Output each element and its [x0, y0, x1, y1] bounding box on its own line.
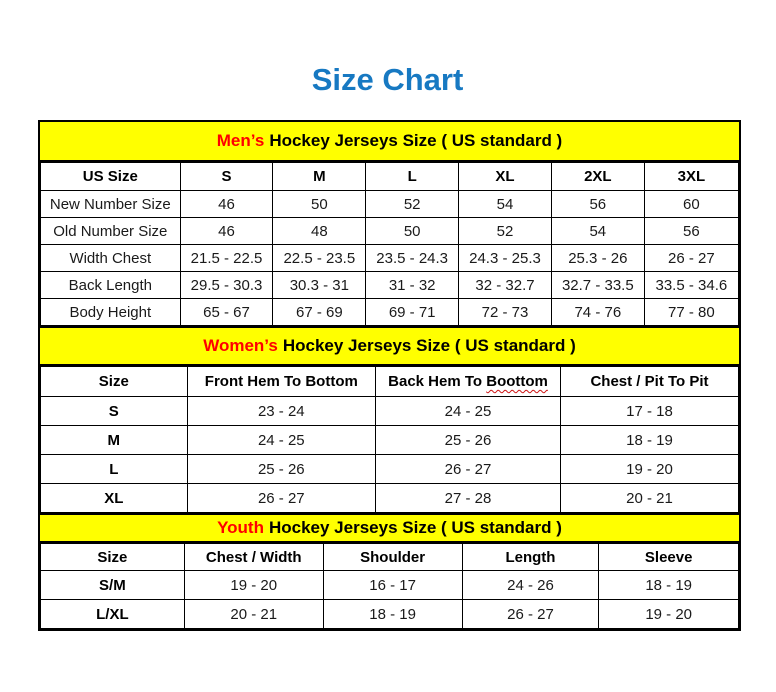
- data-cell: 65 - 67: [180, 299, 273, 326]
- column-header: Size: [41, 544, 185, 571]
- column-header: Front Hem To Bottom: [187, 367, 375, 397]
- data-cell: 24 - 26: [462, 571, 599, 600]
- section-mens: [40, 122, 739, 326]
- data-cell: 23.5 - 24.3: [366, 245, 459, 272]
- data-cell: 60: [644, 191, 738, 218]
- row-label: Body Height: [41, 299, 181, 326]
- data-cell: 18 - 19: [323, 600, 462, 629]
- data-cell: 19 - 20: [184, 571, 323, 600]
- data-cell: 27 - 28: [376, 484, 561, 513]
- data-cell: 46: [180, 218, 273, 245]
- data-cell: 19 - 20: [599, 600, 739, 629]
- mens-heading-highlight: Men’s: [216, 131, 265, 150]
- row-label: Old Number Size: [41, 218, 181, 245]
- table-row: [41, 571, 739, 600]
- data-cell: 54: [459, 191, 552, 218]
- data-cell: 54: [551, 218, 644, 245]
- table-row: [41, 191, 739, 218]
- data-cell: 50: [273, 191, 366, 218]
- row-label: S: [41, 397, 188, 426]
- section-womens: [40, 326, 739, 513]
- row-label: Back Length: [41, 272, 181, 299]
- column-header: Chest / Width: [184, 544, 323, 571]
- womens-section-heading: [40, 326, 739, 366]
- data-cell: 30.3 - 31: [273, 272, 366, 299]
- data-cell: 18 - 19: [599, 571, 739, 600]
- data-cell: 19 - 20: [561, 455, 739, 484]
- page-title: Size Chart: [311, 62, 464, 97]
- misspelled-word: Boottom: [486, 373, 548, 390]
- row-label: L/XL: [41, 600, 185, 629]
- column-header: Sleeve: [599, 544, 739, 571]
- mens-size-table: [40, 162, 739, 326]
- data-cell: 48: [273, 218, 366, 245]
- column-header: Length: [462, 544, 599, 571]
- data-cell: 24 - 25: [376, 397, 561, 426]
- data-cell: 33.5 - 34.6: [644, 272, 738, 299]
- data-cell: 77 - 80: [644, 299, 738, 326]
- data-cell: 20 - 21: [184, 600, 323, 629]
- table-row: [41, 218, 739, 245]
- data-cell: 26 - 27: [462, 600, 599, 629]
- data-cell: 25 - 26: [187, 455, 375, 484]
- row-label: S/M: [41, 571, 185, 600]
- table-row: [41, 484, 739, 513]
- data-cell: 24 - 25: [187, 426, 375, 455]
- youth-heading-highlight: Youth: [217, 518, 264, 537]
- row-label: XL: [41, 484, 188, 513]
- data-cell: 46: [180, 191, 273, 218]
- data-cell: 52: [459, 218, 552, 245]
- data-cell: 24.3 - 25.3: [459, 245, 552, 272]
- data-cell: 22.5 - 23.5: [273, 245, 366, 272]
- youth-heading-text: Hockey Jerseys Size ( US standard ): [268, 518, 562, 537]
- column-header: XL: [459, 163, 552, 191]
- column-header: S: [180, 163, 273, 191]
- column-header: Shoulder: [323, 544, 462, 571]
- column-header: Size: [41, 367, 188, 397]
- data-cell: 50: [366, 218, 459, 245]
- size-chart: [38, 120, 741, 631]
- table-row: [41, 397, 739, 426]
- youth-size-table: [40, 543, 739, 629]
- row-label: Width Chest: [41, 245, 181, 272]
- column-header: US Size: [41, 163, 181, 191]
- womens-size-table: [40, 366, 739, 513]
- table-row: [41, 272, 739, 299]
- mens-section-heading: [40, 122, 739, 162]
- data-cell: 23 - 24: [187, 397, 375, 426]
- table-row: [41, 299, 739, 326]
- mens-heading-text: Hockey Jerseys Size ( US standard ): [269, 131, 563, 150]
- row-label: M: [41, 426, 188, 455]
- table-row: [41, 245, 739, 272]
- data-cell: 21.5 - 22.5: [180, 245, 273, 272]
- data-cell: 32.7 - 33.5: [551, 272, 644, 299]
- data-cell: 56: [551, 191, 644, 218]
- data-cell: 56: [644, 218, 738, 245]
- row-label: L: [41, 455, 188, 484]
- mens-header-row: [41, 163, 739, 191]
- table-row: [41, 455, 739, 484]
- womens-heading-highlight: Women’s: [203, 336, 278, 355]
- data-cell: 29.5 - 30.3: [180, 272, 273, 299]
- section-youth: [40, 513, 739, 629]
- column-header: L: [366, 163, 459, 191]
- data-cell: 69 - 71: [366, 299, 459, 326]
- data-cell: 17 - 18: [561, 397, 739, 426]
- data-cell: 74 - 76: [551, 299, 644, 326]
- data-cell: 72 - 73: [459, 299, 552, 326]
- data-cell: 67 - 69: [273, 299, 366, 326]
- data-cell: 52: [366, 191, 459, 218]
- data-cell: 31 - 32: [366, 272, 459, 299]
- column-header: M: [273, 163, 366, 191]
- column-header: Back Hem To Boottom: [376, 367, 561, 397]
- row-label: New Number Size: [41, 191, 181, 218]
- data-cell: 25.3 - 26: [551, 245, 644, 272]
- data-cell: 26 - 27: [187, 484, 375, 513]
- column-header: 2XL: [551, 163, 644, 191]
- data-cell: 32 - 32.7: [459, 272, 552, 299]
- data-cell: 25 - 26: [376, 426, 561, 455]
- data-cell: 26 - 27: [376, 455, 561, 484]
- youth-header-row: [41, 544, 739, 571]
- data-cell: 20 - 21: [561, 484, 739, 513]
- table-row: [41, 600, 739, 629]
- womens-header-row: [41, 367, 739, 397]
- data-cell: 18 - 19: [561, 426, 739, 455]
- data-cell: 26 - 27: [644, 245, 738, 272]
- column-header: 3XL: [644, 163, 738, 191]
- column-header: Chest / Pit To Pit: [561, 367, 739, 397]
- table-row: [41, 426, 739, 455]
- womens-heading-text: Hockey Jerseys Size ( US standard ): [282, 336, 576, 355]
- data-cell: 16 - 17: [323, 571, 462, 600]
- youth-section-heading: [40, 513, 739, 543]
